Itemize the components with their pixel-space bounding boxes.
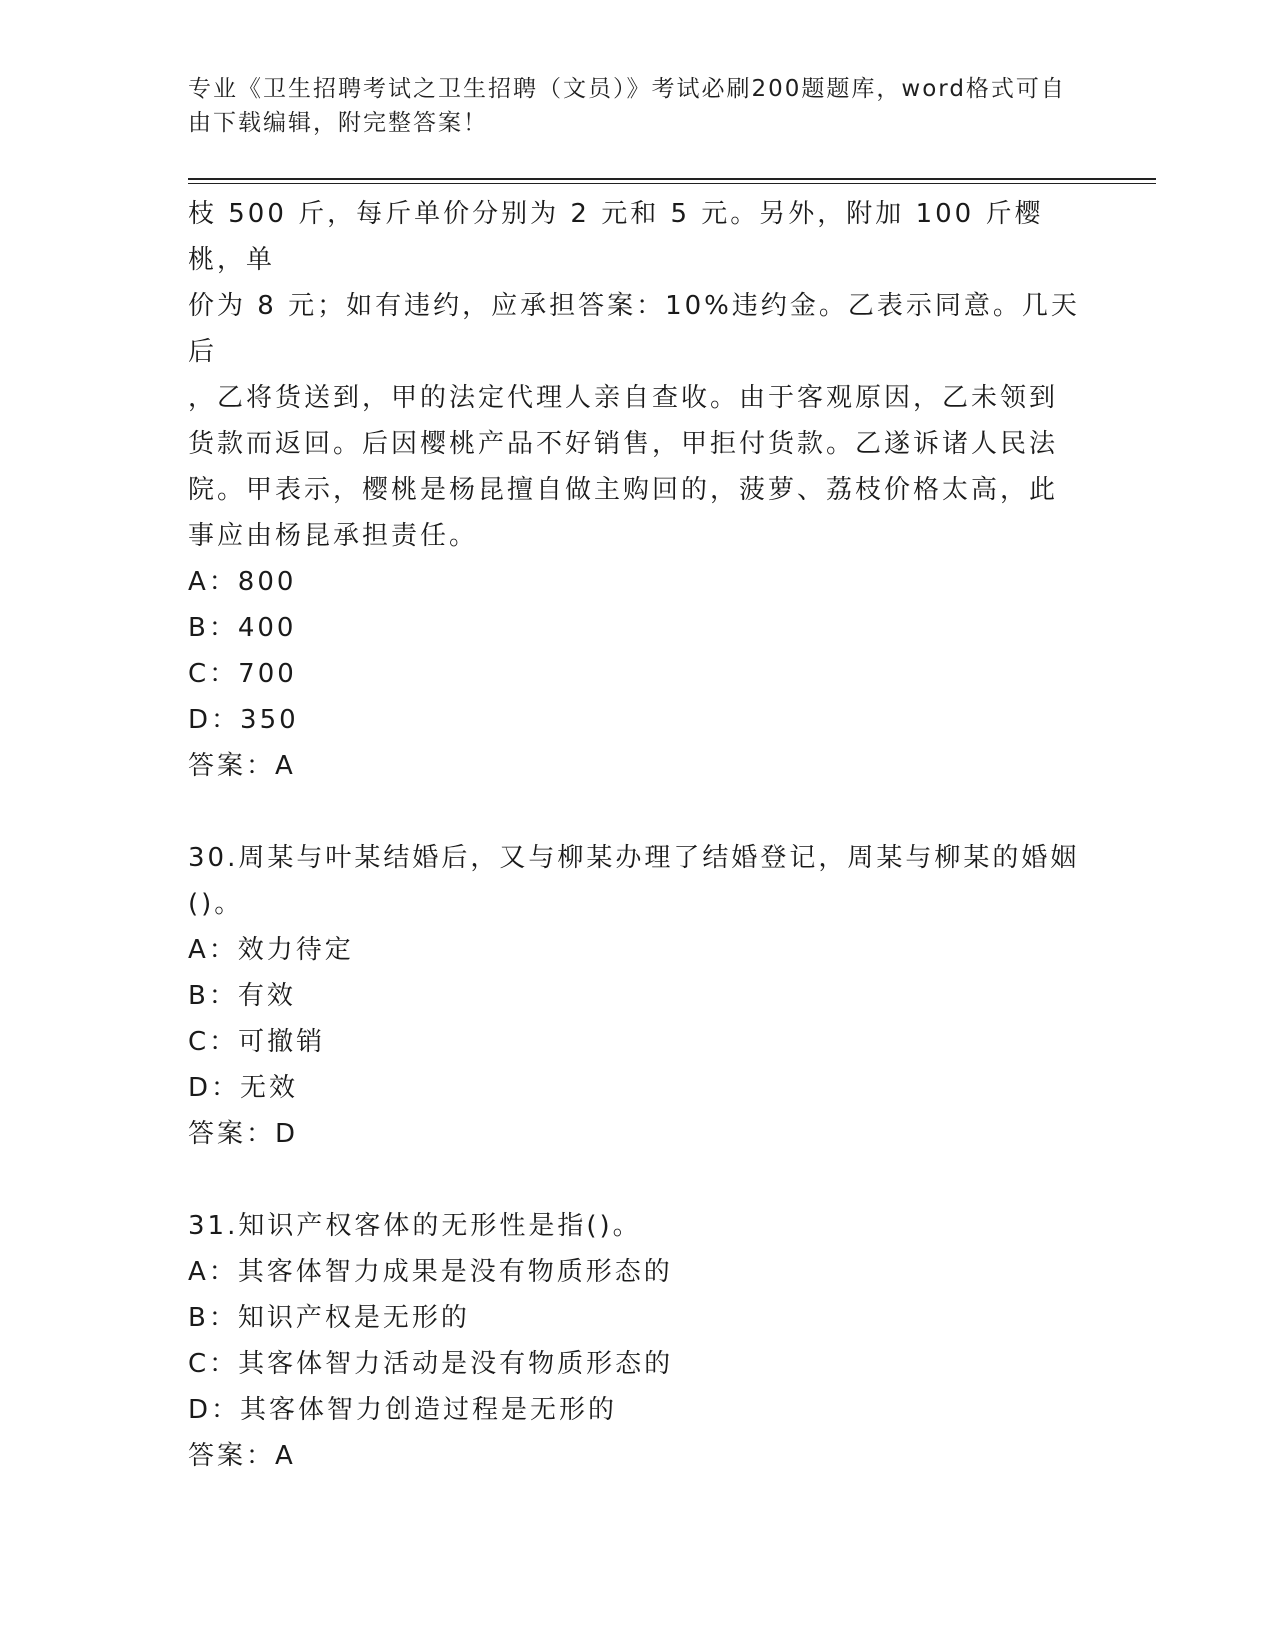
option-a: A：其客体智力成果是没有物质形态的 xyxy=(188,1257,673,1287)
option-b: B：400 xyxy=(188,613,297,643)
option-c: C：700 xyxy=(188,659,297,689)
stem-line: 枝 500 斤，每斤单价分别为 2 元和 5 元。另外，附加 100 斤樱桃，单 xyxy=(188,199,1044,275)
option-c: C：可撤销 xyxy=(188,1027,326,1057)
option-d: D：无效 xyxy=(188,1073,299,1103)
document-header: 专业《卫生招聘考试之卫生招聘（文员）》考试必刷200题题库，word格式可自由下载编辑，附完整答案！ xyxy=(188,76,1066,136)
option-d: D：其客体智力创造过程是无形的 xyxy=(188,1395,618,1425)
header-rule-thin xyxy=(188,183,1156,184)
option-b: B：有效 xyxy=(188,981,296,1011)
question-29 xyxy=(188,191,1088,789)
question-stem xyxy=(188,835,1088,927)
question-31 xyxy=(188,1203,1088,1479)
stem-line: 31.知识产权客体的无形性是指()。 xyxy=(188,1211,642,1241)
header-rule-thick xyxy=(188,178,1156,180)
answer-line: 答案：A xyxy=(188,1441,296,1471)
document-body xyxy=(188,191,1088,1479)
stem-line: 价为 8 元；如有违约，应承担答案：10%违约金。乙表示同意。几天后 xyxy=(188,291,1080,367)
stem-line: 院。甲表示，樱桃是杨昆擅自做主购回的，菠萝、荔枝价格太高，此 xyxy=(188,475,1059,505)
answer-line: 答案：A xyxy=(188,751,296,781)
spacer xyxy=(188,1157,1088,1203)
stem-line: ()。 xyxy=(188,889,244,919)
question-stem xyxy=(188,1203,1088,1249)
stem-line: 事应由杨昆承担责任。 xyxy=(188,521,479,551)
option-c: C：其客体智力活动是没有物质形态的 xyxy=(188,1349,674,1379)
question-30 xyxy=(188,835,1088,1157)
option-b: B：知识产权是无形的 xyxy=(188,1303,470,1333)
stem-line: 30.周某与叶某结婚后，又与柳某办理了结婚登记，周某与柳某的婚姻 xyxy=(188,843,1080,873)
spacer xyxy=(188,789,1088,835)
option-d: D：350 xyxy=(188,705,299,735)
option-a: A：800 xyxy=(188,567,297,597)
stem-line: ，乙将货送到，甲的法定代理人亲自查收。由于客观原因，乙未领到 xyxy=(188,383,1059,413)
stem-line: 货款而返回。后因樱桃产品不好销售，甲拒付货款。乙遂诉诸人民法 xyxy=(188,429,1059,459)
option-a: A：效力待定 xyxy=(188,935,354,965)
question-stem xyxy=(188,191,1088,559)
answer-line: 答案：D xyxy=(188,1119,299,1149)
